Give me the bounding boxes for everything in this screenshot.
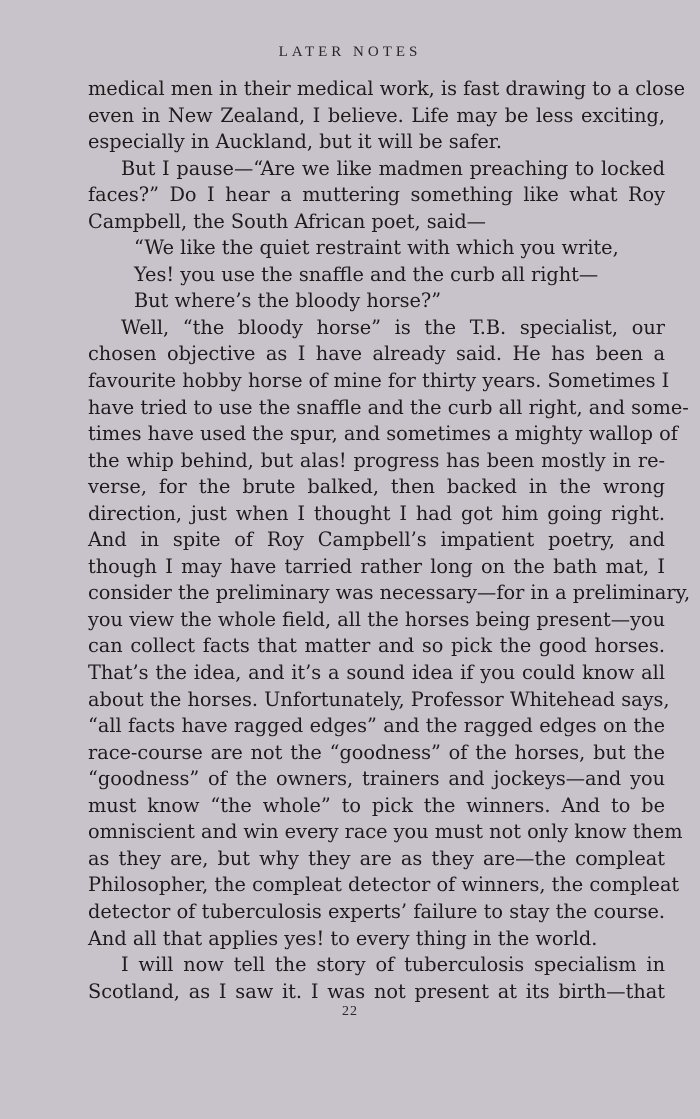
text-line: direction, just when I thought I had got him going right. <box>88 501 665 525</box>
verse-line: “We like the quiet restraint with which you write, <box>134 236 619 260</box>
text-line: consider the preliminary was necessary—for in a preliminary, <box>88 581 691 605</box>
text-line: you view the whole field, all the horses being present—you <box>88 607 665 631</box>
text-line: omniscient and win every race you must not only know them <box>88 820 683 844</box>
body-text <box>88 76 691 1005</box>
text-line: detector of tuberculosis experts’ failure to stay the course. <box>88 899 665 923</box>
text-line: the whip behind, but alas! progress has been mostly in re- <box>88 448 665 472</box>
running-header: LATER NOTES <box>278 44 422 60</box>
text-line: about the horses. Unfortunately, Professor Whitehead says, <box>88 687 670 711</box>
text-line: medical men in their medical work, is fast drawing to a close <box>88 77 686 100</box>
text-line: though I may have tarried rather long on the bath mat, I <box>88 554 665 578</box>
text-line: verse, for the brute balked, then backed in the wrong <box>88 475 665 499</box>
text-line: And in spite of Roy Campbell’s impatient poetry, and <box>88 528 665 552</box>
text-line: “goodness” of the owners, trainers and jockeys—and you <box>88 767 665 791</box>
text-line: Well, “the bloody horse” is the T.B. specialist, our <box>121 315 665 339</box>
text-line: That’s the idea, and it’s a sound idea if you could know all <box>88 661 665 685</box>
text-line: must know “the whole” to pick the winners. And to be <box>88 793 665 817</box>
text-line: favourite hobby horse of mine for thirty years. Sometimes I <box>88 369 670 393</box>
text-line: especially in Auckland, but it will be safer. <box>88 130 502 154</box>
text-line: I will now tell the story of tuberculosis specialism in <box>121 953 665 977</box>
text-line: even in New Zealand, I believe. Life may be less exciting, <box>88 103 665 127</box>
text-line: Scotland, as I saw it. I was not present at its birth—that <box>88 979 665 1003</box>
text-line: times have used the spur, and sometimes a mighty wallop of <box>88 422 678 446</box>
text-line: And all that applies yes! to every thing in the world. <box>88 926 598 950</box>
text-line: Philosopher, the compleat detector of winners, the compleat <box>88 873 680 897</box>
text-line: as they are, but why they are as they are—the compleat <box>88 846 665 870</box>
text-line: “all facts have ragged edges” and the ragged edges on the <box>88 714 665 738</box>
text-line: have tried to use the snaffle and the curb all right, and some- <box>88 395 689 419</box>
text-line: race-course are not the “goodness” of the horses, but the <box>88 740 665 764</box>
text-line: faces?” Do I hear a muttering something like what Roy <box>88 183 665 207</box>
text-line: can collect facts that matter and so pick the good horses. <box>88 634 665 658</box>
verse-line: Yes! you use the snaffle and the curb all right— <box>134 262 599 286</box>
text-line: But I pause—“Are we like madmen preaching to locked <box>121 156 665 180</box>
page-number: 22 <box>342 1004 358 1019</box>
text-line: chosen objective as I have already said. He has been a <box>88 342 665 366</box>
verse-line: But where’s the bloody horse?” <box>134 289 442 313</box>
text-line: Campbell, the South African poet, said— <box>88 209 486 233</box>
